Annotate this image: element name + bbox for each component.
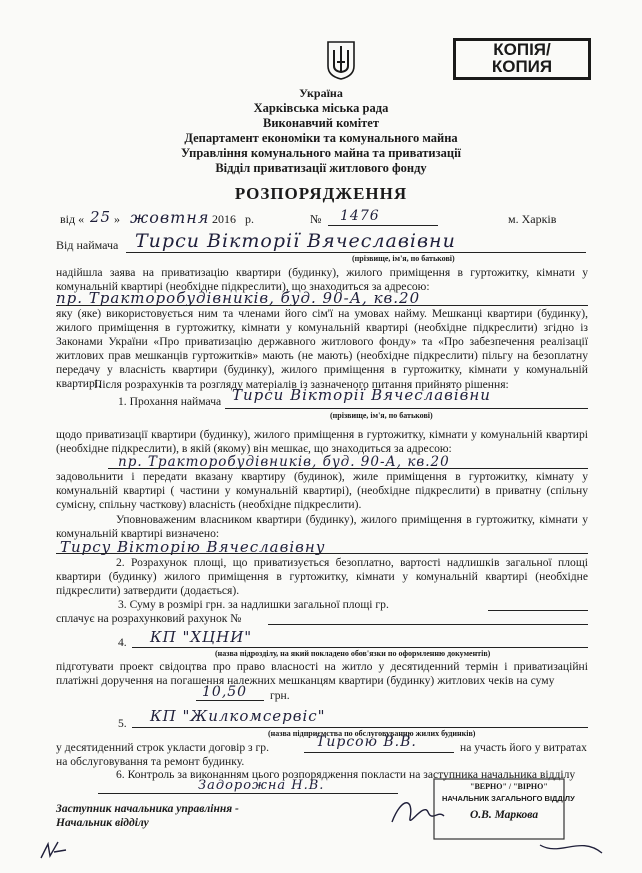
paragraph-transfer: задовольнити і передати вказану квартиру (будинок), жиле приміщення в гуртожитку, кімнату у комунальній квартирі ( частини у комунальній квартирі), (необхідне підкреслити) в приватну (спільну сумісну, спільну часткову) власність (необхідне підкреслити). xyxy=(56,470,588,511)
control-person: Задорожна Н.В. xyxy=(198,778,325,793)
paragraph-application: надійшла заява на приватизацію квартири (будинку), жилого приміщення в гуртожитку, кімнати у комунальній квартирі (необхідне підкреслити), що знаходиться за адресою: xyxy=(56,266,588,293)
owner-name: Тирсу Вікторію Вячеславівну xyxy=(60,538,326,556)
paragraph-conditions: яку (яке) використовується ним та членами його сім'ї на умовах найму. Мешканці квартири (будинку), жилого приміщення в гуртожитку, кімнати у комунальній квартирі (необхідне підкреслити) згідно із Законами України «Про приватизацію державного житлового фонду» та «Про забезпечення реалізації житлових прав мешканців гуртожитків» мають (не мають) (необхідне підкреслити) пільгу на безоплатну передачу у власність квартири (будинку), жилого приміщення в гуртожитку, кімнати у комунальній квартирі. xyxy=(56,307,588,390)
item5-caption: (назва підприємства по обслуговуванню жилих будинків) xyxy=(268,729,476,738)
date-month: жовтня xyxy=(130,208,210,227)
date-prefix: від « xyxy=(60,212,85,226)
tenant-label: Від наймача xyxy=(56,238,119,252)
copy-stamp-line1: КОПІЯ/ xyxy=(493,40,551,59)
date-day: 25 xyxy=(90,208,112,226)
copy-stamp-line2: КОПИЯ xyxy=(491,57,553,76)
council: Харківська міська рада xyxy=(253,101,389,115)
item1-caption: (прізвище, ім'я, по батькові) xyxy=(330,411,433,420)
seal-line2: НАЧАЛЬНИК ЗАГАЛЬНОГО ВІДДІЛУ xyxy=(442,794,575,803)
margin-mark-icon xyxy=(38,838,68,862)
doc-number: 1476 xyxy=(340,208,380,224)
item5-org: КП "Жилкомсервіс" xyxy=(150,707,326,725)
date-mid: » xyxy=(114,212,120,226)
paragraph-decision: Після розрахунків та розгляду матеріалів із зазначеного питання прийнято рішення: xyxy=(94,378,509,391)
number-label: № xyxy=(310,212,322,226)
department: Департамент економіки та комунального майна xyxy=(184,131,458,145)
address-handwritten-2: пр. Тракторобудівників, буд. 90-А, кв.20 xyxy=(118,454,450,470)
item5-number: 5. xyxy=(118,717,127,730)
committee: Виконавчий комітет xyxy=(263,116,379,130)
item1-label: 1. Прохання наймача xyxy=(118,395,222,408)
paragraph-contract-end: на участь його у витратах на обслуговування та ремонт будинку. xyxy=(56,741,587,768)
paragraph-owner: Уповноваженим власником квартири (будинку), жилого приміщення в гуртожитку, кімнати у комунальній квартирі визначено: xyxy=(56,513,588,540)
seal-line1: "ВЕРНО" / "ВІРНО" xyxy=(470,782,548,791)
division: Відділ приватизації житлового фонду xyxy=(215,161,427,175)
paragraph-certificate: підготувати проект свідоцтва про право власності на житло у десятиденний термін і приватизаційні платіжні доручення на погашення належних мешканцям квартири (будинку) житлових чеків на суму xyxy=(56,660,588,687)
paragraph-sum: 3. Суму в розмірі грн. за надлишки загальної площі гр. xyxy=(118,598,389,611)
signatory-title-2: Начальник відділу xyxy=(56,817,149,829)
address-handwritten: пр. Тракторобудівників, буд. 90-А, кв.20 xyxy=(56,289,421,307)
copy-stamp xyxy=(453,38,591,80)
paragraph-privatization: щодо приватизації квартири (будинку), жилого приміщення в гуртожитку, кімнати у комунальній квартирі (необхідне підкреслити), в якій (якому) він мешкає, що знаходиться за адресою: xyxy=(56,428,588,455)
paragraph-account: сплачує на розрахунковий рахунок № xyxy=(56,612,242,625)
tenant-caption: (прізвище, ім'я, по батькові) xyxy=(352,254,455,263)
administration: Управління комунального майна та приватизації xyxy=(180,146,462,160)
trident-emblem-icon xyxy=(326,40,356,80)
contract-person: Тирсою В.В. xyxy=(316,734,417,750)
document-title: РОЗПОРЯДЖЕННЯ xyxy=(234,184,408,203)
date-suffix: р. xyxy=(245,212,254,226)
item4-caption: (назва підрозділу, на який покладено обов'язки по оформленню документів) xyxy=(215,649,491,658)
paragraph-area: 2. Розрахунок площі, що приватизується безоплатно, вартості надлишків загальної площі квартири (будинку) жилого приміщення в гуртожитку, кімнати у комунальній квартирі (необхідне підкреслити) затвердити (додається). xyxy=(56,556,588,597)
signatory-title-1: Заступник начальника управління - xyxy=(56,803,239,815)
signatory-name: О.В. Маркова xyxy=(470,809,539,821)
verification-seal xyxy=(430,775,610,865)
item4-number: 4. xyxy=(118,636,127,649)
paragraph-contract: у десятиденний строк укласти договір з гр. xyxy=(56,741,269,754)
country: Україна xyxy=(299,86,343,100)
date-line xyxy=(60,208,590,228)
sum-unit: грн. xyxy=(270,689,290,702)
city: м. Харків xyxy=(508,212,557,226)
item1-name: Тирси Вікторії Вячеславівни xyxy=(232,386,491,404)
sum-handwritten: 10,50 xyxy=(202,684,248,700)
date-year: 2016 xyxy=(212,212,236,226)
paragraph-control: 6. Контроль за виконанням цього розпорядження покласти на заступника начальника відділу xyxy=(116,768,576,781)
tenant-name: Тирси Вікторії Вячеславівни xyxy=(135,230,456,252)
item4-org: КП "ХЦНИ" xyxy=(150,628,253,646)
